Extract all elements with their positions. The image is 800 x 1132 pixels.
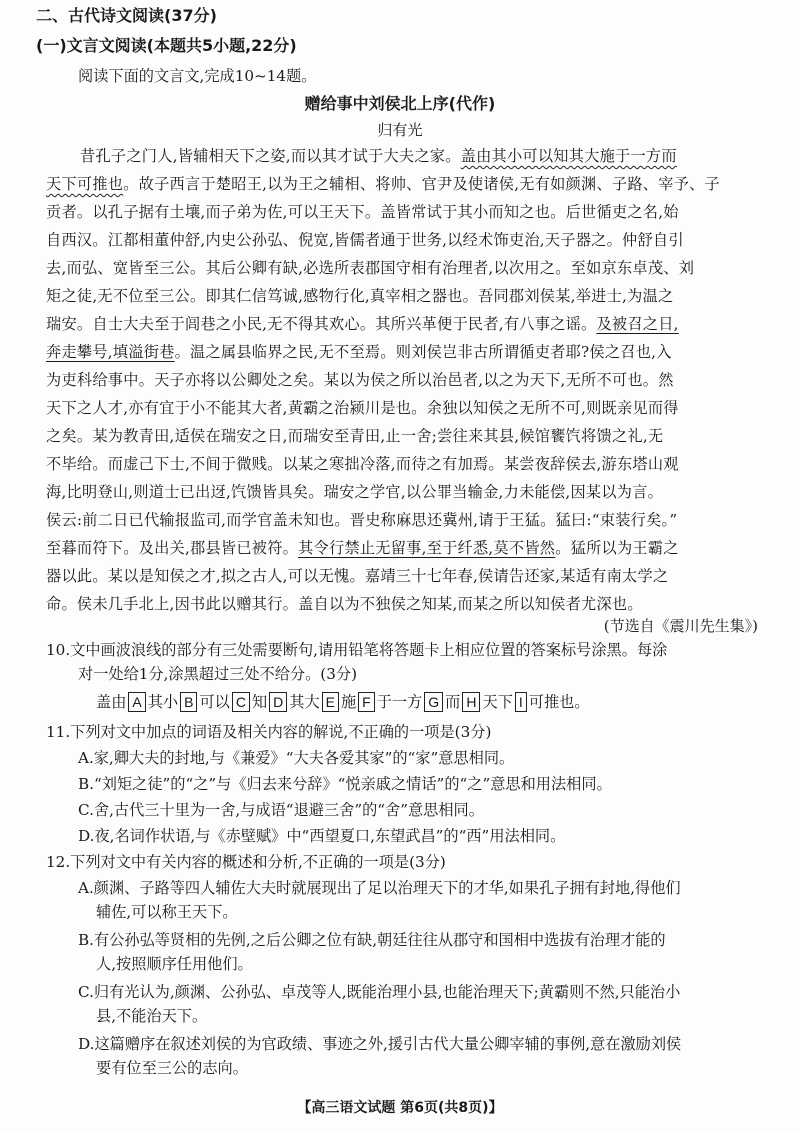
- sentence-segment: 盖由: [96, 693, 127, 711]
- wavy-underlined-text: 天下可推也: [46, 175, 124, 193]
- passage-line: [80, 146, 677, 166]
- passage-line: 矩之徒,无不位至三公。即其仁信笃诚,感物行化,真宰相之器也。吾同郡刘侯某,举进士,为温之: [46, 287, 674, 305]
- sentence-segment: 可以: [199, 693, 230, 711]
- passage-line: [46, 174, 720, 194]
- underlined-text: 奔走攀号,填溢街巷: [46, 343, 175, 361]
- passage-line: 去,而弘、宽皆至三公。其后公卿有缺,必选所表郡国守相有治理者,以次用之。至如京东卓茂、刘: [46, 259, 695, 277]
- passage-line: 自西汉。江都相董仲舒,内史公孙弘、倪宽,皆儒者通于世务,以经术饰吏治,天子器之。仲舒自引: [46, 231, 684, 249]
- break-mark-d[interactable]: D: [269, 692, 287, 712]
- break-mark-e[interactable]: E: [322, 692, 339, 712]
- break-mark-h[interactable]: H: [462, 692, 480, 712]
- sentence-segment: 知: [251, 693, 268, 711]
- section-heading: 二、古代诗文阅读(37分): [36, 6, 217, 25]
- sentence-segment: 其大: [289, 693, 320, 711]
- passage-text: 昔孔子之门人,皆辅相天下之姿,而以其才试于大夫之家。: [80, 147, 461, 165]
- question-12-option-a-cont: 辅佐,可以称王天下。: [96, 903, 238, 921]
- sentence-segment: 天下: [482, 693, 513, 711]
- passage-line: 之矣。某为教青田,适侯在瑞安之日,而瑞安至青田,止一舍;尝往来其县,候馆饔饩将馈之礼,无: [46, 427, 664, 445]
- passage-line: 侯云:前二日已代输报监司,而学官盖未知也。晋史称麻思还冀州,请于王猛。猛曰:“束装行矣。”: [46, 511, 678, 529]
- question-12-stem: 12.下列对文中有关内容的概述和分析,不正确的一项是(3分): [46, 853, 446, 871]
- passage-line: [46, 342, 672, 362]
- question-10-stem-cont: 对一处给1分,涂黑超过三处不给分。(3分): [78, 665, 358, 683]
- passage-line: 贡者。以孔子据有土壤,而子弟为佐,可以王天下。盖皆常试于其小而知之也。后世循吏之名,始: [46, 203, 679, 221]
- question-12-option-d[interactable]: D.这篇赠序在叙述刘侯的为官政绩、事迹之外,援引古代大量公卿宰辅的事例,意在激励刘侯: [78, 1035, 682, 1053]
- passage-line: 天下之人才,亦有宜于小不能其大者,黄霸之治颍川是也。余独以知侯之无所不可,则既亲见而得: [46, 399, 679, 417]
- page-footer: 【高三语文试题 第6页(共8页)】: [297, 1100, 503, 1116]
- break-mark-c[interactable]: C: [232, 692, 250, 712]
- break-mark-g[interactable]: G: [424, 692, 443, 712]
- passage-line: 海,比明登山,则道士已出迓,饩馈皆具矣。瑞安之学官,以公罪当输金,力未能偿,因某以为言。: [46, 483, 664, 501]
- passage-text: 。猛所以为王霸之: [555, 539, 679, 557]
- underlined-text: 及被召之日,: [596, 315, 679, 333]
- question-11-option-d[interactable]: D.夜,名词作状语,与《赤壁赋》中“西望夏口,东望武昌”的“西”用法相同。: [78, 827, 566, 845]
- passage-text: 瑞安。自士大夫至于闾巷之小民,无不得其欢心。其所兴革便于民者,有八事之谣。: [46, 315, 597, 333]
- subsection-heading: (一)文言文阅读(本题共5小题,22分): [36, 36, 297, 55]
- passage-text: 。故子西言于楚昭王,以为王之辅相、将帅、官尹及使诸侯,无有如颜渊、子路、宰予、子: [123, 175, 720, 193]
- passage-line: 命。侯未几手北上,因书此以赠其行。盖自以为不独侯之知某,而某之所以知侯者尤深也。: [46, 595, 643, 613]
- wavy-underlined-text: 盖由其小可以知其大施于一方而: [460, 147, 677, 165]
- passage-text: 至暮而符下。及出关,郡县皆已被符。: [46, 539, 299, 557]
- passage-line: 为吏科给事中。天子亦将以公卿处之矣。某以为侯之所以治邑者,以之为天下,无所不可也。然: [46, 371, 674, 389]
- question-12-option-c-cont: 县,不能治天下。: [96, 1007, 208, 1025]
- question-12-option-a[interactable]: A.颜渊、子路等四人辅佐大夫时就展现出了足以治理天下的才华,如果孔子拥有封地,得他们: [78, 879, 681, 897]
- passage-text: 。温之属县临界之民,无不至焉。则刘侯岂非古所谓循吏者耶?侯之召也,入: [174, 343, 672, 361]
- break-mark-i[interactable]: I: [515, 692, 527, 712]
- passage-title: 赠给事中刘侯北上序(代作): [304, 94, 496, 113]
- sentence-segment: 其小: [147, 693, 179, 711]
- sentence-segment: 可推也。: [528, 693, 590, 711]
- question-12-option-b-cont: 人,按照顺序任用他们。: [96, 955, 253, 973]
- sentence-segment: 施: [340, 693, 357, 711]
- source-citation: (节选自《震川先生集》): [603, 617, 758, 635]
- break-mark-a[interactable]: A: [128, 692, 145, 712]
- instruction-text: 阅读下面的文言文,完成10~14题。: [78, 67, 317, 85]
- passage-line: [46, 314, 679, 334]
- question-11-stem: 11.下列对文中加点的词语及相关内容的解说,不正确的一项是(3分): [46, 723, 492, 741]
- passage-line: 不毕给。而虚己下士,不间于微贱。以某之寒拙冷落,而待之有加焉。某尝夜辞侯去,游东塔山观: [46, 455, 679, 473]
- sentence-segment: 于一方: [376, 693, 423, 711]
- passage-author: 归有光: [377, 121, 423, 139]
- underlined-text: 其令行禁止无留事,至于纤悉,莫不皆然: [298, 539, 556, 557]
- passage-line: [46, 538, 679, 558]
- question-11-option-a[interactable]: A.家,卿大夫的封地,与《兼爱》“大夫各爱其家”的“家”意思相同。: [78, 749, 515, 767]
- question-10-stem: 10.文中画波浪线的部分有三处需要断句,请用铅笔将答题卡上相应位置的答案标号涂黑。每涂: [46, 641, 668, 659]
- question-10-sentence: [96, 692, 590, 712]
- passage-line: 器以此。某以是知侯之才,拟之古人,可以无愧。嘉靖三十七年春,侯请告还家,某适有南太学之: [46, 567, 669, 585]
- question-11-option-c[interactable]: C.舍,古代三十里为一舍,与成语“退避三舍”的“舍”意思相同。: [78, 801, 484, 819]
- question-12-option-c[interactable]: C.归有光认为,颜渊、公孙弘、卓茂等人,既能治理小县,也能治理天下;黄霸则不然,只能治小: [78, 983, 681, 1001]
- question-11-option-b[interactable]: B.“刘矩之徒”的“之”与《归去来兮辞》“悦亲戚之情话”的“之”意思和用法相同。: [78, 775, 612, 793]
- break-mark-f[interactable]: F: [358, 692, 375, 712]
- break-mark-b[interactable]: B: [180, 692, 197, 712]
- sentence-segment: 而: [445, 693, 461, 711]
- question-12-option-d-cont: 要有位至三公的志向。: [96, 1059, 248, 1077]
- question-12-option-b[interactable]: B.有公孙弘等贤相的先例,之后公卿之位有缺,朝廷往往从郡守和国相中选拔有治理才能的: [78, 931, 666, 949]
